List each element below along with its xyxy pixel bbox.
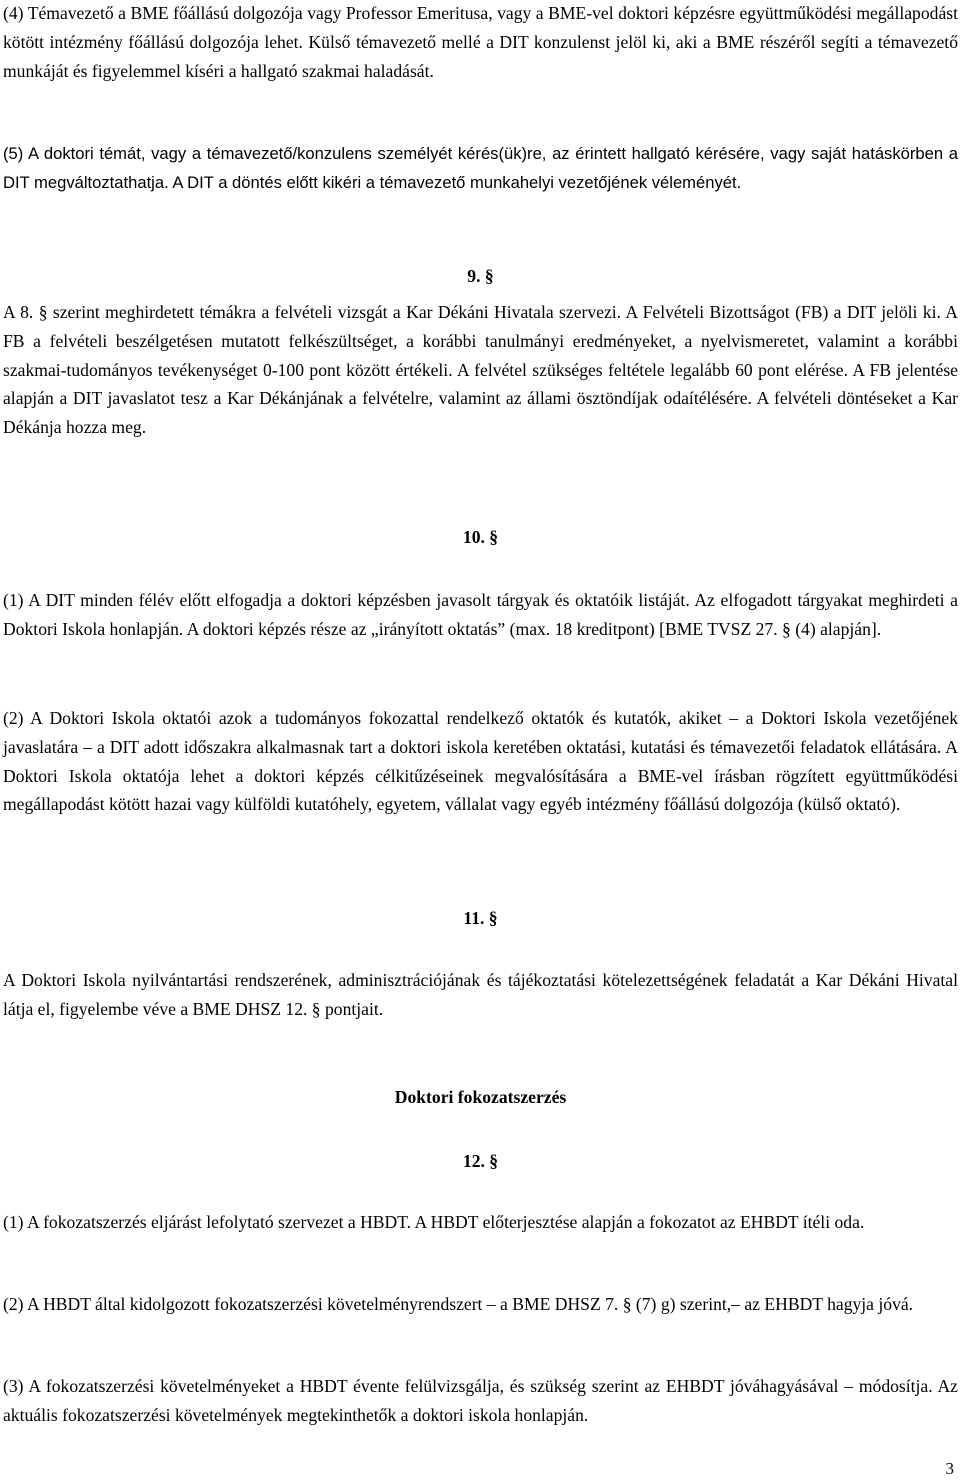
section-heading-12: 12. § xyxy=(462,1151,499,1171)
paragraph-10-1: (1) A DIT minden félév előtt elfogadja a doktori képzésben javasolt tárgyak és oktatóik listáját. Az elfogadott tárgyakat meghirdeti a Doktori Iskola honlapján. A doktori képzés része az „irányított oktatás” (max. 18 kreditpont) [BME TVSZ 27. § (4) alapján]. xyxy=(3,590,958,639)
section-heading-11: 11. § xyxy=(463,908,498,928)
section-title: Doktori fokozatszerzés xyxy=(394,1087,567,1107)
section-heading-9: 9. § xyxy=(467,266,494,286)
paragraph-9-body: A 8. § szerint meghirdetett témákra a felvételi vizsgát a Kar Dékáni Hivatala szervezi. A Felvételi Bizottságot (FB) a DIT jelöli ki. A FB a felvételi beszélgetésen mutatott felkészültséget, a korábbi tanulmányi eredményeket, a nyelvismeretet, valamint a korábbi szakmai-tudományos tevékenységet 0-100 pont között értékeli. A felvétel szükséges feltétele legalább 60 pont elérése. A FB jelentése alapján a DIT javaslatot tesz a Kar Dékánjának a felvételre, valamint az állami ösztöndíjak odaítélésére. A felvételi döntéseket a Kar Dékánja hozza meg. xyxy=(3,302,958,438)
paragraph-11-body: A Doktori Iskola nyilvántartási rendszerének, adminisztrációjának és tájékoztatási kötelezettségének feladatát a Kar Dékáni Hivatal látja el, figyelembe véve a BME DHSZ 12. § pontjait. xyxy=(3,970,958,1019)
paragraph-12-3: (3) A fokozatszerzési követelményeket a HBDT évente felülvizsgálja, és szükség szerint az EHBDT jóváhagyásával – módosítja. Az aktuális fokozatszerzési követelmények megtekinthetők a doktori iskola honlapján. xyxy=(3,1376,958,1425)
page-number: 3 xyxy=(945,1459,954,1478)
paragraph-12-1: (1) A fokozatszerzés eljárást lefolytató szervezet a HBDT. A HBDT előterjesztése alapján a fokozatot az EHBDT ítéli oda. xyxy=(3,1212,865,1232)
paragraph-12-2: (2) A HBDT által kidolgozott fokozatszerzési követelményrendszert – a BME DHSZ 7. § (7) g) szerint,– az EHBDT hagyja jóvá. xyxy=(3,1294,914,1314)
paragraph-10-2: (2) A Doktori Iskola oktatói azok a tudományos fokozattal rendelkező oktatók és kutatók, akiket – a Doktori Iskola vezetőjének javaslatára – a DIT adott időszakra alkalmasnak tart a doktori iskola keretében oktatási, kutatási és témavezetői feladatok ellátására. A Doktori Iskola oktatója lehet a doktori képzés célkitűzéseinek megvalósítására a BME-vel írásban rögzített együttműködési megállapodást kötött hazai vagy külföldi kutatóhely, egyetem, vállalat vagy egyéb intézmény főállású dolgozója (külső oktató). xyxy=(3,708,958,815)
paragraph-8-4: (4) Témavezető a BME főállású dolgozója vagy Professor Emeritusa, vagy a BME-vel doktori képzésre együttműködési megállapodást kötött intézmény főállású dolgozója lehet. Külső témavezető mellé a DIT konzulenst jelöl ki, aki a BME részéről segíti a témavezető munkáját és figyelemmel kíséri a hallgató szakmai haladását. xyxy=(3,3,958,81)
paragraph-8-5: (5) A doktori témát, vagy a témavezető/konzulens személyét kérés(ük)re, az érintett hallgató kérésére, vagy saját hatáskörben a DIT megváltoztathatja. A DIT a döntés előtt kikéri a témavezető munkahelyi vezetőjének véleményét. xyxy=(3,144,958,192)
section-heading-10: 10. § xyxy=(462,527,499,547)
